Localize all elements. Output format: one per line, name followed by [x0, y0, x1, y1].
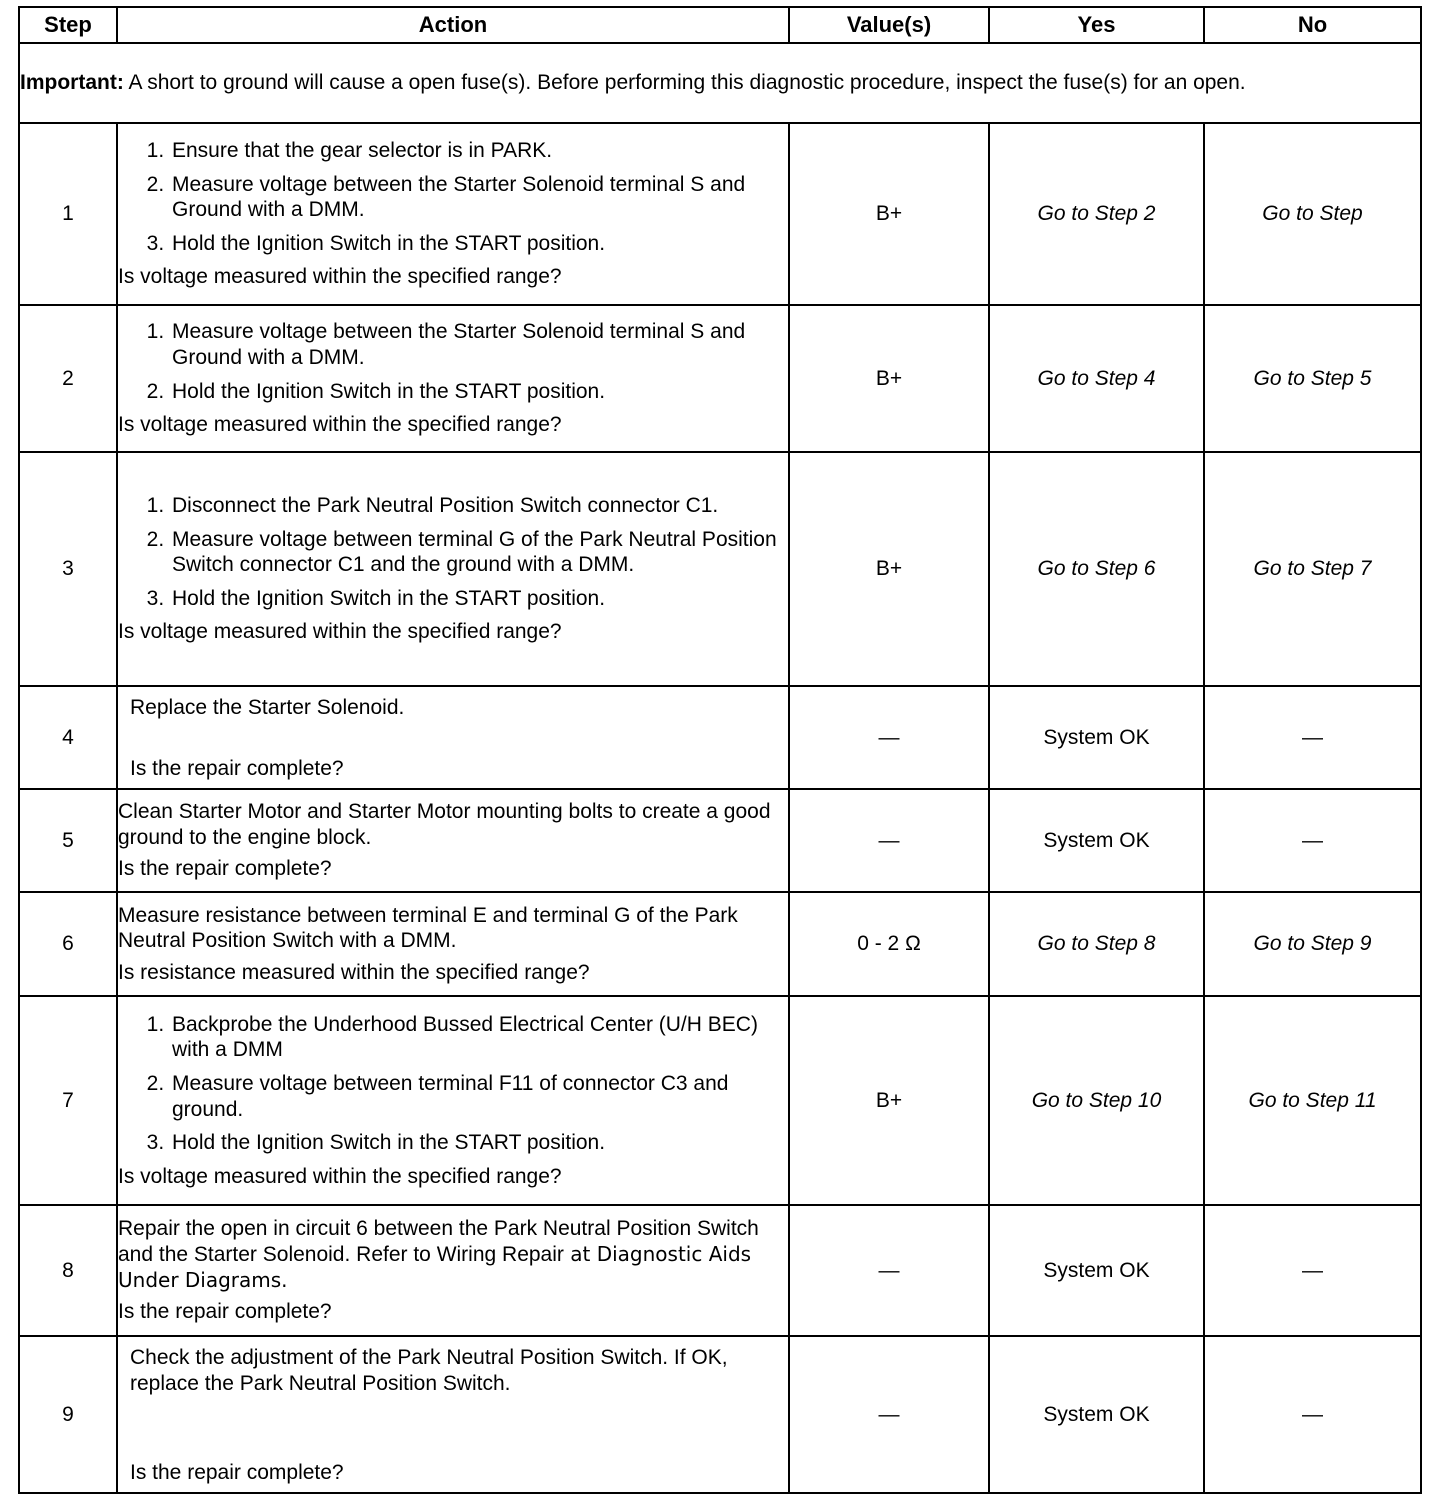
- yes-cell: Go to Step 4: [989, 305, 1204, 452]
- action-text-reference: at Diagnostic Aids Under Diagrams.: [118, 1241, 752, 1292]
- table-row: [19, 892, 1421, 996]
- yes-cell: System OK: [989, 1205, 1204, 1336]
- header-no: No: [1204, 7, 1421, 43]
- yes-cell: Go to Step 2: [989, 123, 1204, 305]
- action-cell: [117, 1205, 789, 1336]
- step-number: 6: [19, 892, 117, 996]
- yes-cell: Go to Step 6: [989, 452, 1204, 686]
- action-cell: [117, 686, 789, 789]
- no-cell: Go to Step 5: [1204, 305, 1421, 452]
- yes-cell: System OK: [989, 1336, 1204, 1493]
- action-text: Clean Starter Motor and Starter Motor mounting bolts to create a good ground to the engine block.: [118, 800, 771, 849]
- action-question: Is voltage measured within the specified range?: [118, 1164, 562, 1188]
- value-cell: —: [789, 789, 989, 892]
- header-values: Value(s): [789, 7, 989, 43]
- action-question: Is the repair complete?: [118, 857, 332, 881]
- action-item: 2. Hold the Ignition Switch in the START position.: [170, 379, 788, 405]
- yes-cell: Go to Step 8: [989, 892, 1204, 996]
- value-cell: 0 - 2 Ω: [789, 892, 989, 996]
- action-cell: [117, 452, 789, 686]
- step-number: 3: [19, 452, 117, 686]
- action-question: Is voltage measured within the specified range?: [118, 413, 562, 437]
- no-cell: —: [1204, 789, 1421, 892]
- yes-cell: System OK: [989, 789, 1204, 892]
- action-question: Is voltage measured within the specified range?: [118, 265, 562, 289]
- action-cell: [117, 892, 789, 996]
- action-item: 1. Measure voltage between the Starter Solenoid terminal S and Ground with a DMM.: [170, 319, 788, 370]
- yes-cell: Go to Step 10: [989, 996, 1204, 1205]
- action-item: 3. Hold the Ignition Switch in the START position.: [170, 1130, 788, 1156]
- action-text: Measure resistance between terminal E and terminal G of the Park Neutral Position Switch with a DMM.: [118, 903, 738, 953]
- no-cell: Go to Step: [1204, 123, 1421, 305]
- no-cell: —: [1204, 686, 1421, 789]
- table-row: [19, 452, 1421, 686]
- action-item: 3. Hold the Ignition Switch in the START position.: [170, 231, 788, 257]
- important-row: [19, 43, 1421, 123]
- step-number: 8: [19, 1205, 117, 1336]
- value-cell: B+: [789, 452, 989, 686]
- value-cell: B+: [789, 123, 989, 305]
- diagnostic-table: [18, 6, 1422, 1494]
- header-yes: Yes: [989, 7, 1204, 43]
- action-cell: [117, 123, 789, 305]
- action-cell: [117, 1336, 789, 1493]
- value-cell: B+: [789, 996, 989, 1205]
- table-row: [19, 996, 1421, 1205]
- action-item: 2. Measure voltage between the Starter Solenoid terminal S and Ground with a DMM.: [170, 172, 788, 223]
- action-text: Check the adjustment of the Park Neutral Position Switch. If OK, replace the Park Neutral Position Switch.: [130, 1346, 728, 1395]
- action-item: 1. Ensure that the gear selector is in PARK.: [170, 138, 788, 164]
- table-row: [19, 1336, 1421, 1493]
- value-cell: —: [789, 1336, 989, 1493]
- step-number: 9: [19, 1336, 117, 1493]
- yes-cell: System OK: [989, 686, 1204, 789]
- action-list: [118, 493, 788, 611]
- step-number: 2: [19, 305, 117, 452]
- step-number: 4: [19, 686, 117, 789]
- value-cell: —: [789, 686, 989, 789]
- action-list: [118, 138, 788, 256]
- action-item: 1. Disconnect the Park Neutral Position Switch connector C1.: [170, 493, 788, 519]
- table-row: [19, 305, 1421, 452]
- action-list: [118, 319, 788, 404]
- header-row: [19, 7, 1421, 43]
- important-label: Important:: [20, 71, 124, 95]
- action-text: Replace the Starter Solenoid.: [130, 696, 405, 719]
- table-row: [19, 1205, 1421, 1336]
- table-row: [19, 123, 1421, 305]
- no-cell: —: [1204, 1205, 1421, 1336]
- step-number: 1: [19, 123, 117, 305]
- action-cell: [117, 789, 789, 892]
- no-cell: Go to Step 7: [1204, 452, 1421, 686]
- action-item: 3. Hold the Ignition Switch in the START position.: [170, 586, 788, 612]
- no-cell: Go to Step 9: [1204, 892, 1421, 996]
- action-list: [118, 1012, 788, 1156]
- action-question: Is voltage measured within the specified range?: [118, 620, 562, 644]
- no-cell: Go to Step 11: [1204, 996, 1421, 1205]
- action-item: 2. Measure voltage between terminal F11 of connector C3 and ground.: [170, 1071, 788, 1122]
- header-action: Action: [117, 7, 789, 43]
- value-cell: B+: [789, 305, 989, 452]
- action-question: Is the repair complete?: [118, 1300, 332, 1324]
- table-row: [19, 789, 1421, 892]
- action-cell: [117, 996, 789, 1205]
- action-question: Is resistance measured within the specified range?: [118, 960, 590, 984]
- no-cell: —: [1204, 1336, 1421, 1493]
- step-number: 7: [19, 996, 117, 1205]
- action-question: Is the repair complete?: [130, 1461, 344, 1485]
- value-cell: —: [789, 1205, 989, 1336]
- action-text: [118, 1216, 788, 1293]
- step-number: 5: [19, 789, 117, 892]
- action-item: 1. Backprobe the Underhood Bussed Electrical Center (U/H BEC) with a DMM: [170, 1012, 788, 1063]
- action-item: 2. Measure voltage between terminal G of the Park Neutral Position Switch connector C1 and the ground with a DMM.: [170, 527, 788, 578]
- action-cell: [117, 305, 789, 452]
- table-row: [19, 686, 1421, 789]
- important-note: [19, 43, 1421, 123]
- action-question: Is the repair complete?: [130, 757, 344, 781]
- action-text-main: Repair the open in circuit 6 between the Park Neutral Position Switch and the Starter Solenoid. Refer to Wiring Repair: [118, 1217, 759, 1266]
- important-text: A short to ground will cause a open fuse(s). Before performing this diagnostic procedure, inspect the fuse(s) for an open.: [128, 71, 1246, 95]
- header-step: Step: [19, 7, 117, 43]
